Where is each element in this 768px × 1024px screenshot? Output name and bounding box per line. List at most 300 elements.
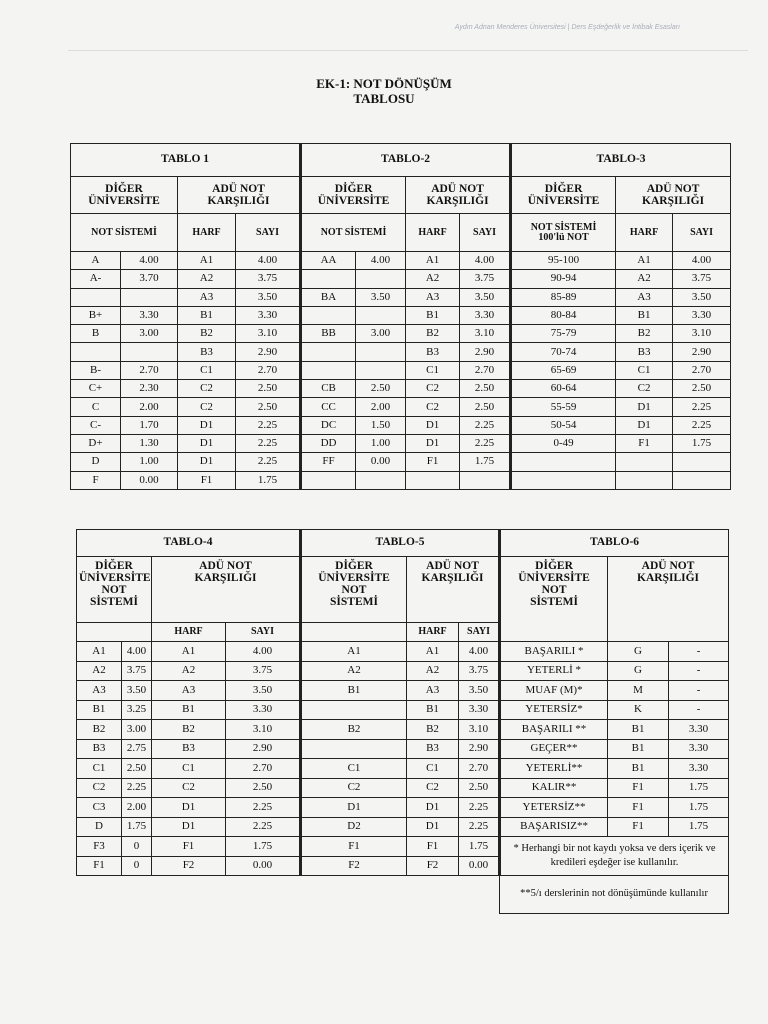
t6-diger-not: YETERLİ * (500, 661, 608, 681)
t5-diger-not (301, 700, 407, 720)
t2-diger-not: DC (301, 416, 356, 434)
t1-adu-harf: B2 (178, 325, 236, 343)
t6-adu-harf: G (608, 642, 669, 662)
t2-diger-sayi: 3.00 (356, 325, 406, 343)
t3-adu-sayi: 1.75 (673, 434, 731, 452)
t4-diger-not: A1 (77, 642, 122, 662)
t4-adu-harf: A2 (152, 661, 226, 681)
t4-diger-sayi: 2.75 (122, 739, 152, 759)
t5-adu-sayi: 2.25 (459, 798, 500, 818)
t6-adu-sayi: - (669, 661, 729, 681)
t6-adu-sayi: 3.30 (669, 759, 729, 779)
t1-adu-harf: A3 (178, 288, 236, 306)
table-row (71, 306, 731, 324)
t5-adu-harf: B1 (407, 700, 459, 720)
tablo2-diger-header: DİĞER ÜNİVERSİTE (301, 177, 406, 214)
t6-adu-sayi: 3.30 (669, 739, 729, 759)
t6-diger-not: BAŞARILI * (500, 642, 608, 662)
t2-diger-not: BB (301, 325, 356, 343)
t5-adu-harf: B2 (407, 720, 459, 740)
t4-adu-harf: A1 (152, 642, 226, 662)
t2-adu-sayi: 2.25 (460, 416, 511, 434)
t3-puan (511, 453, 616, 471)
t2-adu-sayi: 2.70 (460, 361, 511, 379)
t4-diger-not: C2 (77, 778, 122, 798)
t3-adu-sayi: 2.90 (673, 343, 731, 361)
tablo3-not-sistemi: NOT SİSTEMİ 100'lü NOT (511, 214, 616, 252)
t4-diger-not: C1 (77, 759, 122, 779)
tablo5-sayi: SAYI (459, 623, 500, 642)
table-row (71, 434, 731, 452)
t4-diger-sayi: 3.25 (122, 700, 152, 720)
t1-diger-not: D (71, 453, 121, 471)
t5-adu-sayi: 2.70 (459, 759, 500, 779)
t2-diger-not: FF (301, 453, 356, 471)
t2-adu-sayi: 3.30 (460, 306, 511, 324)
tablo5-adu-header: ADÜ NOT KARŞILIĞI (407, 557, 500, 623)
tablo4-adu-header: ADÜ NOT KARŞILIĞI (152, 557, 301, 623)
t1-diger-sayi: 3.70 (121, 270, 178, 288)
t2-diger-not (301, 343, 356, 361)
t1-diger-not: F (71, 471, 121, 489)
tablo5-diger-header: DİĞER ÜNİVERSİTE NOT SİSTEMİ (301, 557, 407, 623)
t3-adu-harf: A2 (616, 270, 673, 288)
t3-adu-harf: A1 (616, 252, 673, 270)
t5-adu-harf: D1 (407, 817, 459, 837)
tablo5-title: TABLO-5 (301, 530, 500, 557)
t4-diger-not: B1 (77, 700, 122, 720)
t6-adu-harf: G (608, 661, 669, 681)
tablo3-title: TABLO-3 (511, 144, 731, 177)
tablo3-harf: HARF (616, 214, 673, 252)
t4-adu-sayi: 2.25 (226, 798, 301, 818)
table-row (71, 270, 731, 288)
t5-diger-not: A2 (301, 661, 407, 681)
t6-adu-harf: F1 (608, 798, 669, 818)
t6-adu-harf: B1 (608, 759, 669, 779)
tablo4-diger-header: DİĞER ÜNİVERSİTE NOT SİSTEMİ (77, 557, 152, 623)
t2-adu-harf: C2 (406, 380, 460, 398)
tables-4-6-body (77, 642, 729, 914)
t5-diger-not: F2 (301, 856, 407, 876)
t4-diger-sayi: 3.75 (122, 661, 152, 681)
header-rule (68, 50, 748, 51)
t1-diger-not: B+ (71, 306, 121, 324)
t5-adu-sayi: 2.25 (459, 817, 500, 837)
t2-adu-sayi: 4.00 (460, 252, 511, 270)
t4-diger-sayi: 0 (122, 856, 152, 876)
t1-adu-harf: A2 (178, 270, 236, 288)
t6-adu-harf: B1 (608, 720, 669, 740)
grade-conversion-tables-4-6 (76, 529, 729, 914)
t3-adu-harf: D1 (616, 416, 673, 434)
table-row (71, 398, 731, 416)
t3-adu-harf: C2 (616, 380, 673, 398)
t2-diger-sayi (356, 270, 406, 288)
table-row (71, 343, 731, 361)
t5-adu-harf: A2 (407, 661, 459, 681)
tablo6-note-2: **5/ı derslerinin not dönüşümünde kullanılır (500, 876, 729, 914)
t1-adu-harf: C2 (178, 398, 236, 416)
t2-adu-sayi (460, 471, 511, 489)
t1-adu-harf: D1 (178, 416, 236, 434)
t6-adu-sayi: 3.30 (669, 720, 729, 740)
t3-adu-sayi: 3.30 (673, 306, 731, 324)
t1-diger-not: C (71, 398, 121, 416)
tablo2-adu-header: ADÜ NOT KARŞILIĞI (406, 177, 511, 214)
t4-adu-harf: A3 (152, 681, 226, 701)
t5-adu-sayi: 3.50 (459, 681, 500, 701)
t3-puan: 75-79 (511, 325, 616, 343)
t2-diger-not: CB (301, 380, 356, 398)
tablo6-title: TABLO-6 (500, 530, 729, 557)
tablo2-title: TABLO-2 (301, 144, 511, 177)
t2-adu-sayi: 2.50 (460, 380, 511, 398)
t3-puan: 65-69 (511, 361, 616, 379)
t5-diger-not (301, 739, 407, 759)
t5-adu-sayi: 1.75 (459, 837, 500, 857)
t5-adu-harf: A3 (407, 681, 459, 701)
t2-adu-harf: D1 (406, 434, 460, 452)
t4-adu-sayi: 3.75 (226, 661, 301, 681)
t1-adu-sayi: 1.75 (236, 471, 301, 489)
t2-adu-sayi: 3.75 (460, 270, 511, 288)
t3-puan: 50-54 (511, 416, 616, 434)
tablo4-blank (77, 623, 152, 642)
t5-adu-harf: B3 (407, 739, 459, 759)
t1-adu-sayi: 3.30 (236, 306, 301, 324)
t4-adu-sayi: 3.50 (226, 681, 301, 701)
t6-diger-not: BAŞARILI ** (500, 720, 608, 740)
t5-adu-sayi: 3.10 (459, 720, 500, 740)
t1-diger-sayi (121, 288, 178, 306)
document-title (0, 76, 768, 106)
t1-diger-sayi: 1.00 (121, 453, 178, 471)
table-row (71, 325, 731, 343)
t6-adu-sayi: 1.75 (669, 778, 729, 798)
t1-adu-sayi: 2.25 (236, 434, 301, 452)
t4-diger-not: C3 (77, 798, 122, 818)
t4-diger-sayi: 2.50 (122, 759, 152, 779)
tablo6-diger-header: DİĞER ÜNİVERSİTE NOT SİSTEMİ (500, 557, 608, 642)
t3-adu-harf: B3 (616, 343, 673, 361)
t4-adu-harf: F1 (152, 837, 226, 857)
t1-adu-sayi: 3.10 (236, 325, 301, 343)
tables-1-3-body (71, 252, 731, 490)
t4-adu-sayi: 4.00 (226, 642, 301, 662)
t4-diger-sayi: 1.75 (122, 817, 152, 837)
table-row (77, 817, 729, 837)
t2-diger-sayi (356, 306, 406, 324)
t4-diger-not: B3 (77, 739, 122, 759)
t3-adu-harf: F1 (616, 434, 673, 452)
t5-adu-harf: C1 (407, 759, 459, 779)
table-row (77, 642, 729, 662)
t1-diger-not (71, 288, 121, 306)
t5-adu-harf: F1 (407, 837, 459, 857)
tablo2-harf: HARF (406, 214, 460, 252)
t1-diger-not: B (71, 325, 121, 343)
t5-diger-not: B2 (301, 720, 407, 740)
table-row (77, 720, 729, 740)
t1-adu-sayi: 2.50 (236, 380, 301, 398)
t3-adu-harf: C1 (616, 361, 673, 379)
t4-diger-sayi: 2.00 (122, 798, 152, 818)
t4-adu-harf: F2 (152, 856, 226, 876)
t4-diger-not: B2 (77, 720, 122, 740)
t2-diger-sayi: 3.50 (356, 288, 406, 306)
t3-adu-sayi: 2.50 (673, 380, 731, 398)
t3-puan: 55-59 (511, 398, 616, 416)
table-row (77, 798, 729, 818)
t2-adu-harf: C2 (406, 398, 460, 416)
table-row (77, 661, 729, 681)
t5-adu-sayi: 4.00 (459, 642, 500, 662)
table-row (71, 416, 731, 434)
t6-diger-not: YETERSİZ* (500, 700, 608, 720)
t2-diger-not: BA (301, 288, 356, 306)
t2-adu-harf: B2 (406, 325, 460, 343)
t3-puan: 95-100 (511, 252, 616, 270)
tablo5-blank (301, 623, 407, 642)
tablo5-harf: HARF (407, 623, 459, 642)
t3-puan: 85-89 (511, 288, 616, 306)
table-row (77, 739, 729, 759)
title-line-1: EK-1: NOT DÖNÜŞÜM (316, 76, 452, 91)
t2-diger-sayi: 1.50 (356, 416, 406, 434)
t3-adu-harf: A3 (616, 288, 673, 306)
t5-diger-not: C2 (301, 778, 407, 798)
t1-diger-not: C+ (71, 380, 121, 398)
t1-adu-harf: D1 (178, 434, 236, 452)
t4-adu-sayi: 2.25 (226, 817, 301, 837)
t2-adu-harf (406, 471, 460, 489)
table-row (71, 453, 731, 471)
table-row (71, 252, 731, 270)
t3-adu-sayi: 3.75 (673, 270, 731, 288)
t5-diger-not: D2 (301, 817, 407, 837)
t4-adu-sayi: 3.30 (226, 700, 301, 720)
t1-adu-sayi: 2.25 (236, 453, 301, 471)
t4-adu-harf: C2 (152, 778, 226, 798)
t2-adu-harf: D1 (406, 416, 460, 434)
table-row (71, 380, 731, 398)
t1-adu-sayi: 2.50 (236, 398, 301, 416)
t1-diger-not: A- (71, 270, 121, 288)
t3-adu-harf (616, 471, 673, 489)
t4-diger-sayi: 3.50 (122, 681, 152, 701)
table-row (71, 361, 731, 379)
t3-adu-harf (616, 453, 673, 471)
t2-adu-harf: B1 (406, 306, 460, 324)
t6-adu-sayi: 1.75 (669, 798, 729, 818)
t6-adu-sayi: - (669, 681, 729, 701)
t1-adu-harf: F1 (178, 471, 236, 489)
t2-adu-harf: A1 (406, 252, 460, 270)
t1-adu-sayi: 3.75 (236, 270, 301, 288)
t2-diger-not (301, 306, 356, 324)
t4-adu-harf: D1 (152, 817, 226, 837)
tablo4-title: TABLO-4 (77, 530, 301, 557)
t1-diger-sayi: 0.00 (121, 471, 178, 489)
t2-diger-sayi: 1.00 (356, 434, 406, 452)
title-line-2: TABLOSU (353, 91, 415, 106)
t2-diger-sayi (356, 343, 406, 361)
t1-diger-sayi: 2.70 (121, 361, 178, 379)
t1-adu-harf: C2 (178, 380, 236, 398)
t6-diger-not: YETERLİ** (500, 759, 608, 779)
t6-adu-harf: F1 (608, 817, 669, 837)
tablo2-not-sistemi: NOT SİSTEMİ (301, 214, 406, 252)
t4-adu-sayi: 1.75 (226, 837, 301, 857)
t6-adu-harf: B1 (608, 739, 669, 759)
t3-adu-harf: B1 (616, 306, 673, 324)
table-row (71, 288, 731, 306)
t6-diger-not: MUAF (M)* (500, 681, 608, 701)
t6-diger-not: BAŞARISIZ** (500, 817, 608, 837)
t3-adu-harf: D1 (616, 398, 673, 416)
table-row (71, 471, 731, 489)
t4-diger-not: F1 (77, 856, 122, 876)
empty-cell (77, 876, 500, 914)
t2-adu-sayi: 3.10 (460, 325, 511, 343)
tablo4-sayi: SAYI (226, 623, 301, 642)
t2-adu-sayi: 2.90 (460, 343, 511, 361)
t5-adu-harf: A1 (407, 642, 459, 662)
t4-adu-sayi: 3.10 (226, 720, 301, 740)
tablo1-not-sistemi: NOT SİSTEMİ (71, 214, 178, 252)
t2-diger-not: DD (301, 434, 356, 452)
t4-diger-sayi: 4.00 (122, 642, 152, 662)
t3-adu-sayi (673, 453, 731, 471)
t3-adu-sayi: 2.25 (673, 416, 731, 434)
t4-adu-sayi: 2.90 (226, 739, 301, 759)
t1-diger-sayi: 4.00 (121, 252, 178, 270)
t1-diger-not: A (71, 252, 121, 270)
t1-adu-sayi: 2.25 (236, 416, 301, 434)
t2-diger-sayi (356, 361, 406, 379)
t4-adu-harf: B2 (152, 720, 226, 740)
tablo1-sayi: SAYI (236, 214, 301, 252)
t2-diger-sayi (356, 471, 406, 489)
table-row (77, 837, 729, 857)
t6-diger-not: GEÇER** (500, 739, 608, 759)
grade-conversion-tables-1-3 (70, 143, 731, 490)
t3-puan: 70-74 (511, 343, 616, 361)
tablo3-adu-header: ADÜ NOT KARŞILIĞI (616, 177, 731, 214)
t2-adu-sayi: 3.50 (460, 288, 511, 306)
t1-adu-harf: B1 (178, 306, 236, 324)
t3-puan: 60-64 (511, 380, 616, 398)
t3-puan (511, 471, 616, 489)
t1-diger-sayi: 2.30 (121, 380, 178, 398)
t3-adu-sayi (673, 471, 731, 489)
t2-diger-sayi: 2.50 (356, 380, 406, 398)
t3-adu-harf: B2 (616, 325, 673, 343)
t2-adu-harf: B3 (406, 343, 460, 361)
t5-diger-not: C1 (301, 759, 407, 779)
t2-diger-not (301, 270, 356, 288)
t1-adu-harf: C1 (178, 361, 236, 379)
t1-diger-sayi: 3.00 (121, 325, 178, 343)
t1-diger-sayi: 1.30 (121, 434, 178, 452)
t3-adu-sayi: 4.00 (673, 252, 731, 270)
t1-adu-harf: D1 (178, 453, 236, 471)
t4-adu-harf: B1 (152, 700, 226, 720)
t4-adu-sayi: 2.50 (226, 778, 301, 798)
table-row (77, 759, 729, 779)
t6-adu-sayi: 1.75 (669, 817, 729, 837)
t1-diger-sayi (121, 343, 178, 361)
t4-diger-not: D (77, 817, 122, 837)
t5-adu-sayi: 2.50 (459, 778, 500, 798)
t6-adu-harf: K (608, 700, 669, 720)
t2-adu-sayi: 1.75 (460, 453, 511, 471)
t4-adu-harf: D1 (152, 798, 226, 818)
tablo1-adu-header: ADÜ NOT KARŞILIĞI (178, 177, 301, 214)
t5-adu-sayi: 2.90 (459, 739, 500, 759)
t1-adu-sayi: 2.90 (236, 343, 301, 361)
table-row (77, 876, 729, 914)
t2-adu-sayi: 2.25 (460, 434, 511, 452)
t5-adu-harf: F2 (407, 856, 459, 876)
tablo6-note-1: * Herhangi bir not kaydı yoksa ve ders içerik ve kredileri eşdeğer ise kullanılır. (500, 837, 729, 876)
tablo6-adu-header: ADÜ NOT KARŞILIĞI (608, 557, 729, 642)
t3-adu-sayi: 2.25 (673, 398, 731, 416)
tablo3-sayi: SAYI (673, 214, 731, 252)
t2-adu-harf: C1 (406, 361, 460, 379)
t1-adu-harf: A1 (178, 252, 236, 270)
t1-diger-not: D+ (71, 434, 121, 452)
t1-adu-sayi: 3.50 (236, 288, 301, 306)
t1-diger-sayi: 1.70 (121, 416, 178, 434)
t5-adu-sayi: 3.75 (459, 661, 500, 681)
t6-adu-sayi: - (669, 700, 729, 720)
t5-adu-sayi: 3.30 (459, 700, 500, 720)
t2-adu-harf: A3 (406, 288, 460, 306)
tablo1-diger-header: DİĞER ÜNİVERSİTE (71, 177, 178, 214)
t3-adu-sayi: 3.50 (673, 288, 731, 306)
tablo3-diger-header: DİĞER ÜNİVERSİTE (511, 177, 616, 214)
t6-diger-not: KALIR** (500, 778, 608, 798)
table-row (77, 778, 729, 798)
t3-adu-sayi: 2.70 (673, 361, 731, 379)
t5-diger-not: B1 (301, 681, 407, 701)
t4-diger-not: A2 (77, 661, 122, 681)
t4-adu-sayi: 0.00 (226, 856, 301, 876)
t2-diger-not (301, 361, 356, 379)
t4-diger-not: F3 (77, 837, 122, 857)
t6-adu-harf: F1 (608, 778, 669, 798)
t6-diger-not: YETERSİZ** (500, 798, 608, 818)
t2-adu-harf: A2 (406, 270, 460, 288)
t4-diger-sayi: 2.25 (122, 778, 152, 798)
t5-adu-harf: D1 (407, 798, 459, 818)
t5-adu-harf: C2 (407, 778, 459, 798)
table-row (77, 700, 729, 720)
t2-diger-sayi: 0.00 (356, 453, 406, 471)
tablo4-harf: HARF (152, 623, 226, 642)
t1-diger-not: B- (71, 361, 121, 379)
tablo1-title: TABLO 1 (71, 144, 301, 177)
t4-adu-harf: C1 (152, 759, 226, 779)
table-row (77, 681, 729, 701)
t2-diger-not (301, 471, 356, 489)
t3-puan: 80-84 (511, 306, 616, 324)
t2-diger-not: AA (301, 252, 356, 270)
t2-diger-sayi: 4.00 (356, 252, 406, 270)
t1-adu-harf: B3 (178, 343, 236, 361)
